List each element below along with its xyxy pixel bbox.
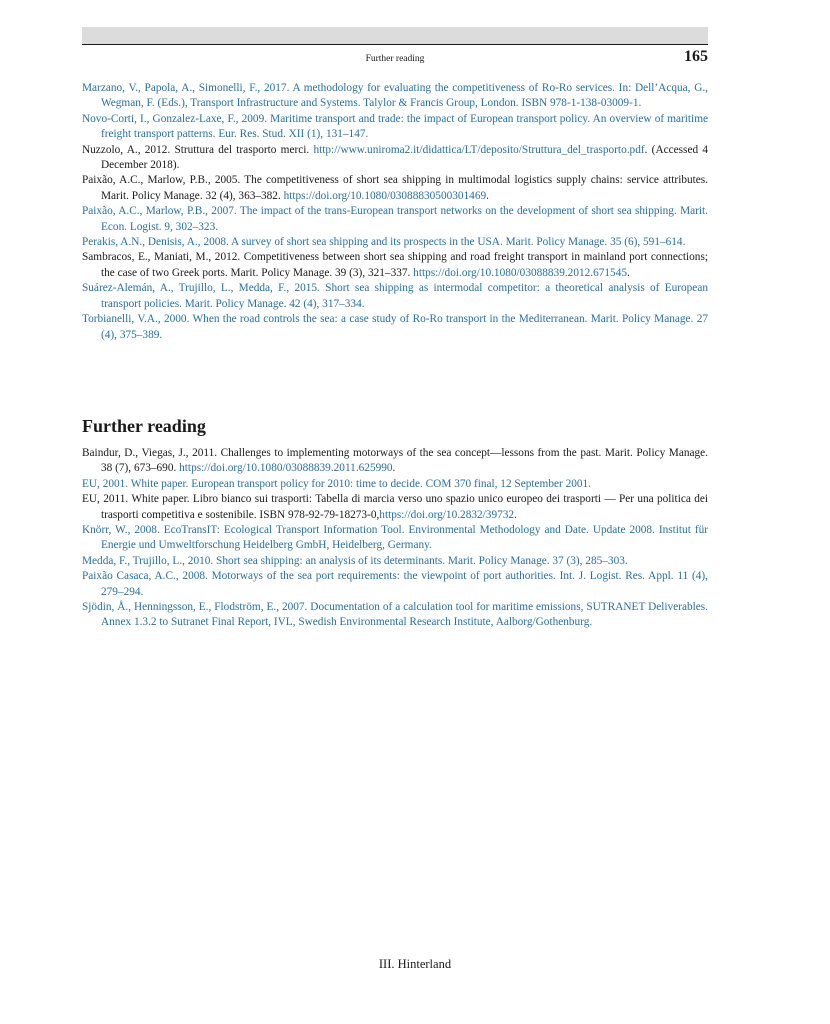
reference-item[interactable]: EU, 2001. White paper. European transport policy for 2010: time to decide. COM 370 final, 12 September 2001. — [82, 477, 591, 490]
reference-link[interactable]: http://www.uniroma2.it/didattica/LT/deposito/Struttura_del_trasporto.pdf — [313, 143, 645, 156]
section-heading: Further reading — [82, 416, 206, 436]
page-number: 165 — [684, 48, 708, 65]
header-band — [82, 27, 708, 45]
reference-item[interactable]: Sjödin, Å., Henningsson, E., Flodström, E., 2007. Documentation of a calculation tool for maritime emissions, SUTRANET Deliverables. Annex 1.3.2 to Sutranet Final Report, IVL, Swedish Environmental Research Institute, Aalborg/Gothenburg. — [82, 601, 708, 629]
reference-link[interactable]: https://doi.org/10.1080/03088830500301469 — [283, 189, 487, 202]
part-footer: III. Hinterland — [378, 957, 452, 971]
reference-item: Nuzzolo, A., 2012. Struttura del trasporto merci. http://www.uniroma2.it/didattica/LT/deposito/Struttura_del_trasporto.pdf. (Accessed 4 December 2018). — [82, 143, 708, 172]
reference-item[interactable]: Paixão Casaca, A.C., 2008. Motorways of the sea port requirements: the viewpoint of port authorities. Int. J. Logist. Res. Appl. 11 (4), 279–294. — [82, 570, 708, 598]
reference-link[interactable]: https://doi.org/10.1080/03088839.2011.625990 — [179, 462, 393, 475]
reference-item: Baindur, D., Viegas, J., 2011. Challenges to implementing motorways of the sea concept—lessons from the past. Marit. Policy Manage. 38 (7), 673–690. https://doi.org/10.1080/03088839.2011.625990. — [82, 447, 708, 475]
reference-list — [82, 81, 708, 343]
reference-item[interactable]: Medda, F., Trujillo, L., 2010. Short sea shipping: an analysis of its determinants. Marit. Policy Manage. 37 (3), 285–303. — [82, 554, 628, 567]
reference-link[interactable]: https://doi.org/10.2832/39732 — [379, 508, 515, 521]
reference-item[interactable]: Novo-Corti, I., Gonzalez-Laxe, F., 2009. Maritime transport and trade: the impact of European transport policy. An overview of maritime freight transport patterns. Eur. Res. Stud. XII (1), 131–147. — [82, 112, 708, 141]
reference-item[interactable]: Knörr, W., 2008. EcoTransIT: Ecological Transport Information Tool. Environmental Methodology and Date. Update 2008. Institut für Energie und Umweltforschung Heidelberg GmbH, Heidelberg, Germany. — [82, 524, 708, 552]
reference-item[interactable]: Suárez-Alemán, A., Trujillo, L., Medda, F., 2015. Short sea shipping as intermodal competitor: a theoretical analysis of European transport policies. Marit. Policy Manage. 42 (4), 317–334. — [82, 282, 708, 310]
reference-item: EU, 2011. White paper. Libro bianco sui trasporti: Tabella di marcia verso uno spazio unico europeo dei trasporti — Per una politica dei trasporti competitiva e sostenibile. ISBN 978-92-79-18273-0,https://doi.org/10.2832/39732. — [82, 493, 708, 521]
further-reading-list — [82, 446, 708, 631]
reference-item[interactable]: Marzano, V., Papola, A., Simonelli, F., 2017. A methodology for evaluating the competitiveness of Ro-Ro services. In: Dell’Acqua, G., Wegman, F. (Eds.), Transport Infrastructure and Systems. Talylor & Francis Group, London. ISBN 978-1-138-03009-1. — [82, 82, 708, 110]
reference-link[interactable]: https://doi.org/10.1080/03088839.2012.671545 — [413, 266, 627, 279]
running-head: Further reading — [365, 54, 425, 64]
reference-item: Sambracos, E., Maniati, M., 2012. Competitiveness between short sea shipping and road freight transport in mainland port connections; the case of two Greek ports. Marit. Policy Manage. 39 (3), 321–337. https://doi.org/10.1080/03088839.2012.671545. — [82, 251, 708, 279]
reference-item: Paixão, A.C., Marlow, P.B., 2005. The competitiveness of short sea shipping in multimodal logistics supply chains: service attributes. Marit. Policy Manage. 32 (4), 363–382. https://doi.org/10.1080/03088830500301469. — [82, 174, 708, 202]
reference-item[interactable]: Perakis, A.N., Denisis, A., 2008. A survey of short sea shipping and its prospects in the USA. Marit. Policy Manage. 35 (6), 591–614. — [82, 236, 686, 249]
header-rule — [82, 44, 708, 45]
reference-item[interactable]: Paixão, A.C., Marlow, P.B., 2007. The impact of the trans-European transport networks on the development of short sea shipping. Marit. Econ. Logist. 9, 302–323. — [82, 205, 708, 233]
reference-item[interactable]: Torbianelli, V.A., 2000. When the road controls the sea: a case study of Ro-Ro transport in the Mediterranean. Marit. Policy Manage. 27 (4), 375–389. — [82, 313, 708, 341]
